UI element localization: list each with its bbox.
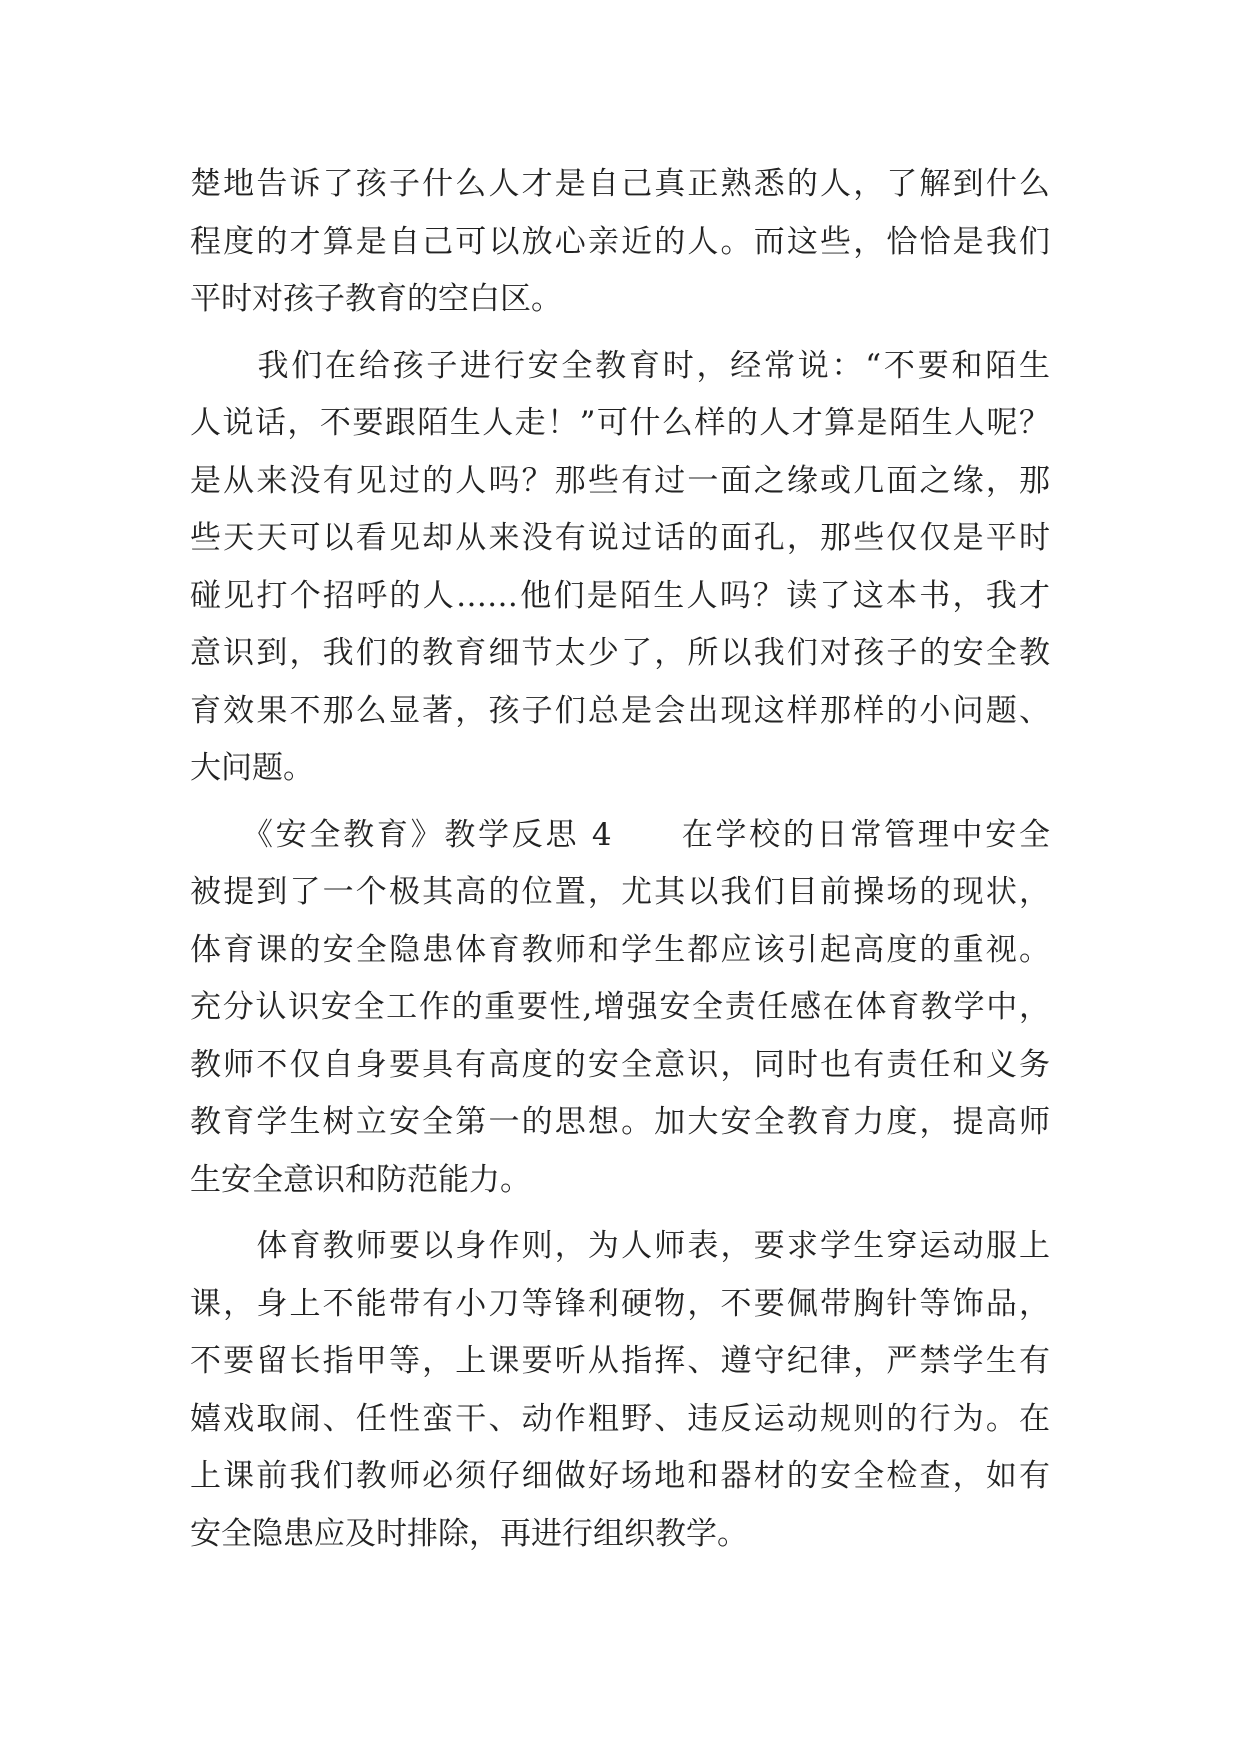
text-line: 大问题。 — [190, 750, 314, 786]
text-line: 充分认识安全工作的重要性,增强安全责任感在体育教学中， — [190, 989, 1050, 1025]
text-line: 体育教师要以身作则，为人师表，要求学生穿运动服上 — [190, 1228, 1050, 1264]
text-line: 意识到，我们的教育细节太少了，所以我们对孩子的安全教 — [190, 635, 1050, 671]
paragraph-gap — [190, 329, 1050, 338]
text-line: 课，身上不能带有小刀等锋利硬物，不要佩带胸针等饰品， — [190, 1285, 1050, 1322]
text-line: 我们在给孩子进行安全教育时，经常说：“不要和陌生 — [190, 347, 1050, 384]
text-line: 生安全意识和防范能力。 — [190, 1161, 531, 1198]
text-line: 不要留长指甲等，上课要听从指挥、遵守纪律，严禁学生有 — [190, 1343, 1050, 1379]
text-line: 《安全教育》教学反思 4 在学校的日常管理中安全 — [190, 816, 1050, 853]
text-line: 程度的才算是自己可以放心亲近的人。而这些，恰恰是我们 — [190, 223, 1050, 260]
text-line: 体育课的安全隐患体育教师和学生都应该引起高度的重视。 — [190, 931, 1050, 968]
paragraph — [190, 156, 1050, 329]
paragraph-gap — [190, 1209, 1050, 1218]
text-line: 育效果不那么显著，孩子们总是会出现这样那样的小问题、 — [190, 692, 1050, 729]
paragraph — [190, 338, 1050, 798]
text-line: 碰见打个招呼的人……他们是陌生人吗？读了这本书，我才 — [190, 577, 1050, 614]
text-line: 嬉戏取闹、任性蛮干、动作粗野、违反运动规则的行为。在 — [190, 1400, 1050, 1437]
text-line: 人说话，不要跟陌生人走！”可什么样的人才算是陌生人呢？ — [190, 405, 1050, 441]
paragraph-gap — [190, 798, 1050, 807]
text-line: 楚地告诉了孩子什么人才是自己真正熟悉的人，了解到什么 — [190, 166, 1050, 202]
paragraph — [190, 807, 1050, 1210]
text-line: 被提到了一个极其高的位置，尤其以我们目前操场的现状， — [190, 874, 1050, 910]
text-line: 安全隐患应及时排除，再进行组织教学。 — [190, 1515, 748, 1552]
paragraph — [190, 1218, 1050, 1563]
text-line: 平时对孩子教育的空白区。 — [190, 281, 562, 317]
text-line: 上课前我们教师必须仔细做好场地和器材的安全检查，如有 — [190, 1458, 1050, 1494]
text-line: 些天天可以看见却从来没有说过话的面孔，那些仅仅是平时 — [190, 520, 1050, 556]
document-body — [190, 156, 1050, 1563]
text-line: 教师不仅自身要具有高度的安全意识，同时也有责任和义务 — [190, 1046, 1050, 1083]
text-line: 教育学生树立安全第一的思想。加大安全教育力度，提高师 — [190, 1104, 1050, 1140]
text-line: 是从来没有见过的人吗？那些有过一面之缘或几面之缘，那 — [190, 462, 1050, 499]
